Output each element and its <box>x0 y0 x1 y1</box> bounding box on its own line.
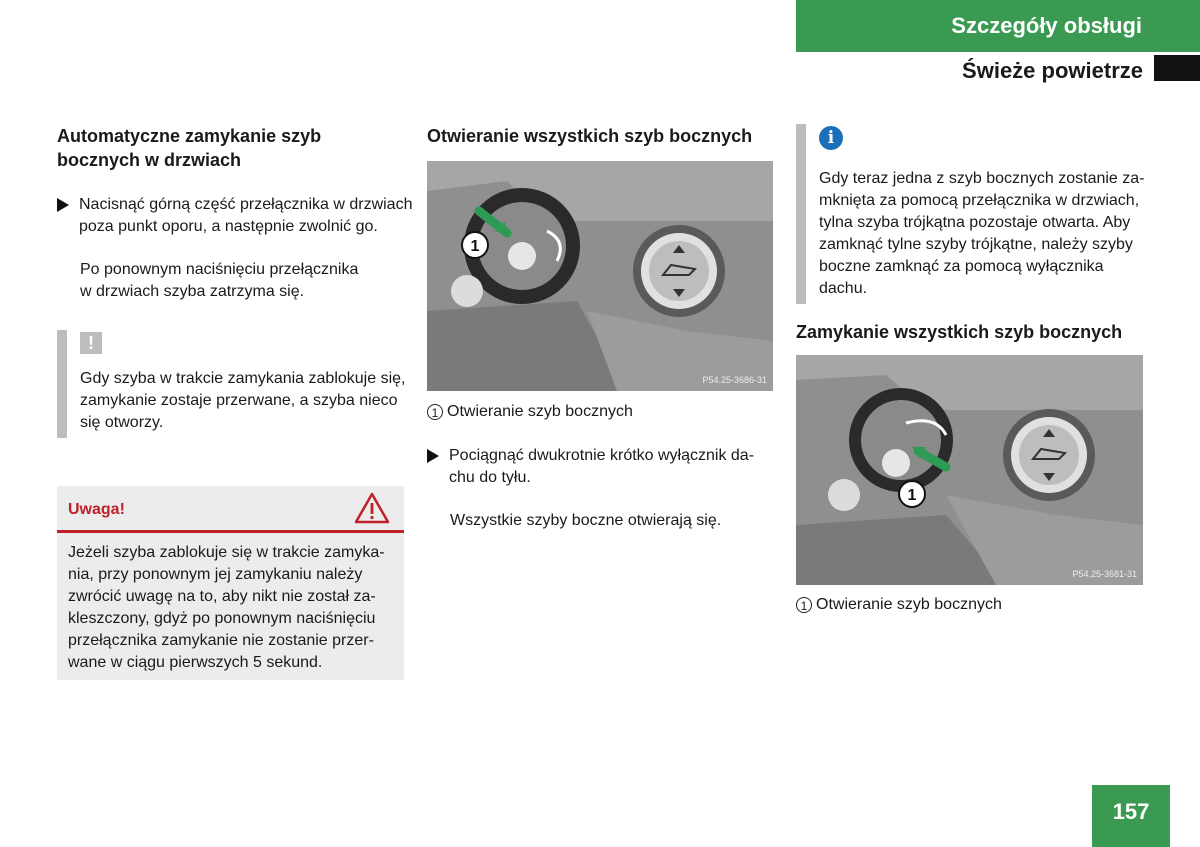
heading-line: bocznych w drzwiach <box>57 150 242 170</box>
info-line: zamknąć tylne szyby trójkątne, należy szyby <box>819 236 1133 253</box>
page-number: 157 <box>1092 785 1170 847</box>
warning-line: przełącznika zamykanie nie zostanie przer- <box>68 632 374 649</box>
info-box <box>796 124 1156 304</box>
caption-text: Otwieranie szyb bocznych <box>447 403 633 420</box>
warning-divider <box>57 530 404 533</box>
caption-number: 1 <box>796 597 812 613</box>
info-icon: i <box>819 126 843 150</box>
step-auto-close <box>57 194 417 238</box>
paragraph-all-open: Wszystkie szyby boczne otwierają się. <box>450 512 722 529</box>
info-line: boczne zamknąć za pomocą wyłącznika <box>819 258 1104 275</box>
chapter-header <box>796 0 1200 52</box>
photo-code: P54.25-3681-31 <box>1072 569 1137 579</box>
caption-close <box>796 594 1002 616</box>
section-title: Świeże powietrze <box>962 58 1143 83</box>
step-open-all <box>427 445 773 489</box>
photo-close-switch <box>796 355 1143 585</box>
exclamation-icon: ! <box>80 332 102 354</box>
warning-line: Jeżeli szyba zablokuje się w trakcie zamyka- <box>68 544 385 561</box>
heading-open-all: Otwieranie wszystkich szyb bocznych <box>427 126 753 146</box>
heading-auto-close <box>57 124 321 172</box>
warning-triangle-icon <box>354 492 390 524</box>
photo-code: P54.25-3686-31 <box>702 375 767 385</box>
section-marker <box>1154 55 1200 81</box>
step-text: Nacisnąć górną część przełącznika w drzwiach <box>79 196 413 213</box>
warning-line: kleszczony, gdyż po ponownym naciśnięciu <box>68 610 376 627</box>
warning-text <box>68 542 398 674</box>
step-text: poza punkt oporu, a następnie zwolnić go. <box>79 218 378 235</box>
step-arrow-icon <box>57 198 69 212</box>
note-line: zamykanie zostaje przerwane, a szyba nieco <box>80 392 398 409</box>
chapter-title: Szczegóły obsługi <box>951 13 1142 38</box>
paragraph-line: w drzwiach szyba zatrzyma się. <box>80 283 305 300</box>
paragraph-line: Po ponownym naciśnięciu przełącznika <box>80 261 359 278</box>
photo-open-switch <box>427 161 773 391</box>
note-line: Gdy szyba w trakcie zamykania zablokuje się, <box>80 370 406 387</box>
note-text <box>80 368 420 434</box>
caption-number: 1 <box>427 404 443 420</box>
step-text: chu do tyłu. <box>449 469 531 486</box>
paragraph-stop <box>80 259 358 303</box>
info-line: Gdy teraz jedna z szyb bocznych zostanie za- <box>819 170 1145 187</box>
warning-line: zwrócić uwagę na to, aby nikt nie został za- <box>68 588 376 605</box>
note-line: się otworzy. <box>80 414 164 431</box>
warning-line: nia, przy ponownym jej zamykaniu należy <box>68 566 363 583</box>
heading-line: Automatyczne zamykanie szyb <box>57 126 322 146</box>
photo-callout-number: 1 <box>907 487 917 504</box>
step-text: Pociągnąć dwukrotnie krótko wyłącznik da- <box>449 447 755 464</box>
step-arrow-icon <box>427 449 439 463</box>
warning-line: wane w ciągu pierwszych 5 sekund. <box>68 654 323 671</box>
caption-open <box>427 401 633 423</box>
warning-box <box>57 486 404 680</box>
info-line: tylna szyba trójkątna pozostaje otwarta. Aby <box>819 214 1131 231</box>
caption-text: Otwieranie szyb bocznych <box>816 596 1002 613</box>
note-box <box>57 330 417 438</box>
photo-callout-number: 1 <box>470 238 480 255</box>
heading-close-all: Zamykanie wszystkich szyb bocznych <box>796 322 1123 342</box>
info-line: dachu. <box>819 280 868 297</box>
info-line: mknięta za pomocą przełącznika w drzwiach, <box>819 192 1140 209</box>
warning-title: Uwaga! <box>68 501 125 518</box>
info-text <box>819 168 1159 300</box>
